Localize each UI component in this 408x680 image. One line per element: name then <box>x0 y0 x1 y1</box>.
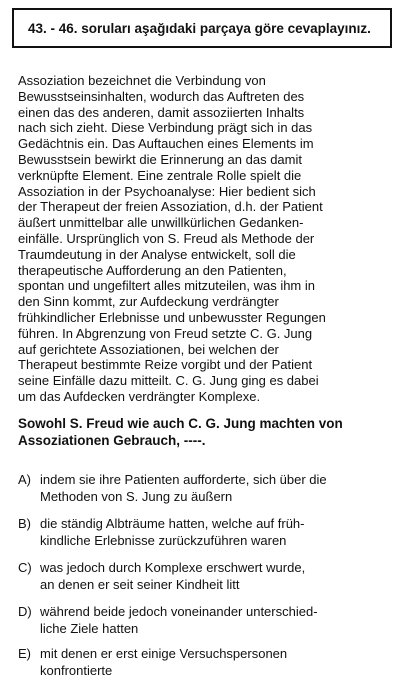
option-letter: B) <box>18 516 31 531</box>
passage-line: therapeutische Aufforderung an den Patienten, <box>18 262 287 278</box>
passage-line: äußert unmittelbar alle unwillkürlichen Gedanken- <box>18 215 304 231</box>
passage-line: Bewusstseinsinhalten, wodurch das Auftreten des <box>18 88 305 104</box>
option-line: liche Ziele hatten <box>40 620 139 636</box>
passage-line: Therapeut bestimmte Reize vorgibt und der Patient <box>18 357 313 373</box>
option-line: die ständig Albträume hatten, welche auf früh- <box>40 516 305 531</box>
passage-line: spontan und ungefiltert alles mitzuteilen, was ihm in <box>18 278 315 294</box>
passage-line: verknüpfte Element. Eine zentrale Rolle spielt die <box>18 167 302 183</box>
question-stem <box>18 416 398 449</box>
passage-line: führen. In Abgrenzung von Freud setzte C. G. Jung <box>18 325 313 341</box>
passage-line: den Sinn kommt, zur Aufdeckung verdrängter <box>18 294 279 310</box>
header-title: 43. - 46. soruları aşağıdaki parçaya göre cevaplayınız. <box>28 20 371 36</box>
option-line: indem sie ihre Patienten aufforderte, sich über die <box>40 472 327 487</box>
option-letter: E) <box>18 646 31 661</box>
option-line: konfrontierte <box>40 662 113 678</box>
passage-line: auf gerichtete Assoziationen, bei welchen der <box>18 341 279 357</box>
option-line: während beide jedoch voneinander unterschied- <box>40 604 318 619</box>
passage-line: Assoziation in der Psychoanalyse: Hier bedient sich <box>18 183 316 199</box>
question-line: Sowohl S. Freud wie auch C. G. Jung machten von <box>18 416 343 431</box>
question-range-header <box>12 8 392 48</box>
passage-line: nach sich zieht. Diese Verbindung prägt sich in das <box>18 120 313 136</box>
passage-line: einfälle. Ursprünglich von S. Freud als Methode der <box>18 230 315 246</box>
option-line: kindliche Erlebnisse zurückzuführen waren <box>40 532 287 548</box>
passage-line: Assoziation bezeichnet die Verbindung von <box>18 73 266 88</box>
option-line: an denen er seit seiner Kindheit litt <box>40 576 240 592</box>
option-line: mit denen er erst einige Versuchspersonen <box>40 646 288 661</box>
option-text <box>40 646 395 679</box>
option-letter: C) <box>18 560 32 575</box>
passage-line: einen das des anderen, damit assoziierten Inhalts <box>18 104 305 120</box>
passage-line: der Therapeut der freien Assoziation, d.h. der Patient <box>18 199 323 215</box>
option-line: was jedoch durch Komplexe erschwert wurde, <box>40 560 306 575</box>
option-text <box>40 560 395 593</box>
passage-line: Bewusstsein bewirkt die Erinnerung an das damit <box>18 151 302 167</box>
option-letter: A) <box>18 472 31 487</box>
option-text <box>40 516 395 549</box>
passage-line: um das Aufdecken verdrängter Komplexe. <box>18 388 261 404</box>
option-text <box>40 604 395 637</box>
reading-passage <box>18 73 398 405</box>
option-text <box>40 472 395 505</box>
option-line: Methoden von S. Jung zu äußern <box>40 488 233 504</box>
passage-line: frühkindlicher Erlebnisse und unbewusster Regungen <box>18 309 326 325</box>
passage-line: Traumdeutung in der Analyse entwickelt, soll die <box>18 246 296 262</box>
passage-line: seine Einfälle dazu mitteilt. C. G. Jung ging es dabei <box>18 373 319 389</box>
option-letter: D) <box>18 604 32 619</box>
passage-line: Gedächtnis ein. Das Auftauchen eines Elements im <box>18 136 314 152</box>
question-line: Assoziationen Gebrauch, ----. <box>18 432 206 448</box>
